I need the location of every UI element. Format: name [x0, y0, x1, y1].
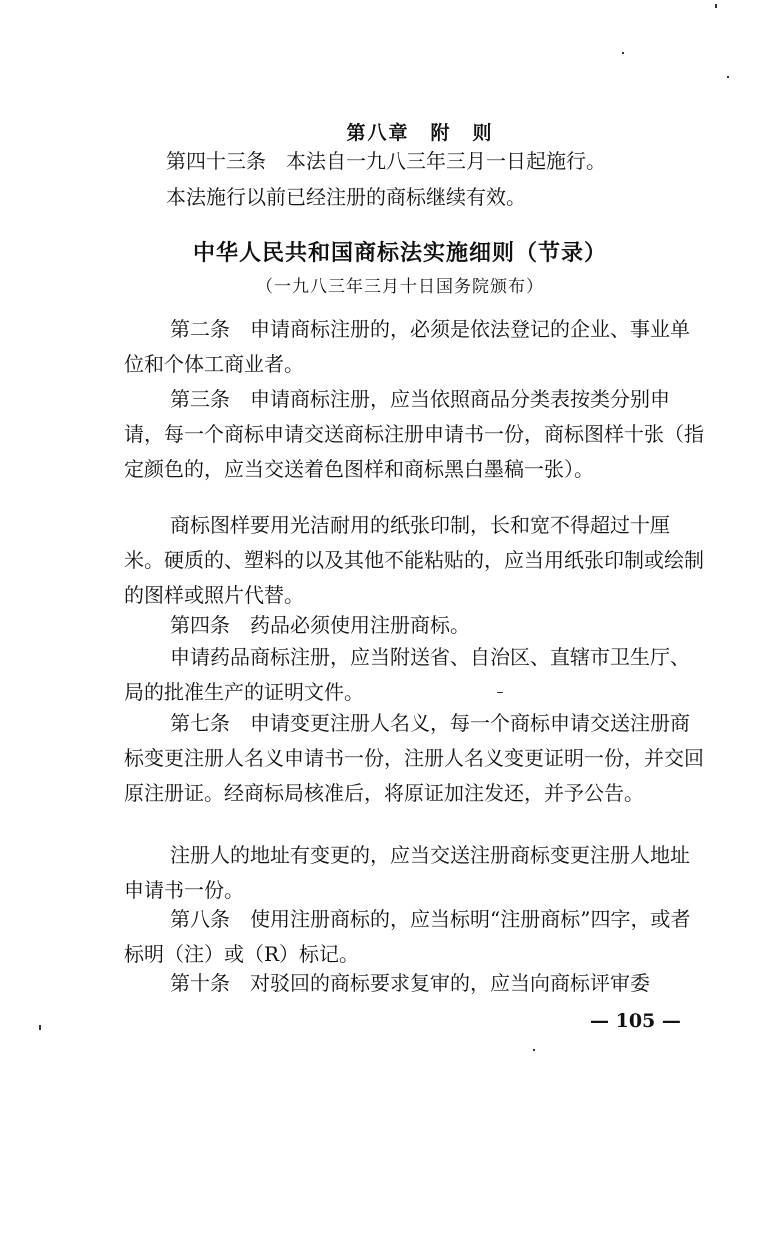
article-43-line-1: 第四十三条 本法自一九八三年三月一日起施行。 — [166, 149, 606, 173]
chapter-heading: 第八章 附 则 — [346, 122, 494, 144]
paragraph-article-10: 第十条 对驳回的商标要求复审的，应当向商标评审委 — [170, 971, 650, 995]
paragraph-article-7-address: 注册人的地址有变更的，应当交送注册商标变更注册人地址申请书一份。 — [124, 843, 690, 902]
paragraph-article-3: 第三条 申请商标注册，应当依照商品分类表按类分别申请，每一个商标申请交送商标注册申请书一份，商标图样十张（指定颜色的，应当交送着色图样和商标黑白墨稿一张）。 — [124, 387, 704, 481]
paragraph-article-2: 第二条 申请商标注册的，必须是依法登记的企业、事业单位和个体工商业者。 — [124, 317, 690, 376]
scan-speck — [727, 76, 729, 78]
scan-speck — [497, 692, 503, 693]
scan-speck — [715, 4, 717, 8]
article-43-line-2: 本法施行以前已经注册的商标继续有效。 — [166, 185, 526, 209]
paragraph-article-7: 第七条 申请变更注册人名义，每一个商标申请交送注册商标变更注册人名义申请书一份，注册人名义变更证明一份，并交回原注册证。经商标局核准后，将原证加注发还，并予公告。 — [124, 711, 704, 805]
page-number: — 105 — — [590, 1010, 681, 1032]
paragraph-article-3-pattern: 商标图样要用光洁耐用的纸张印制，长和宽不得超过十厘米。硬质的、塑料的以及其他不能粘贴的，应当用纸张印制或绘制的图样或照片代替。 — [124, 513, 704, 607]
paragraph-article-8: 第八条 使用注册商标的，应当标明“注册商标”四字，或者标明（注）或（R）标记。 — [124, 907, 691, 966]
scan-speck — [39, 1025, 41, 1030]
document-title: 中华人民共和国商标法实施细则（节录） — [192, 240, 607, 266]
paragraph-article-4-medicine: 申请药品商标注册，应当附送省、自治区、直辖市卫生厅、局的批准生产的证明文件。 — [124, 645, 690, 704]
scan-speck — [622, 52, 624, 54]
scan-speck — [533, 1049, 535, 1051]
document-subtitle: （一九八三年三月十日国务院颁布） — [256, 277, 544, 297]
paragraph-article-4: 第四条 药品必须使用注册商标。 — [170, 613, 470, 637]
